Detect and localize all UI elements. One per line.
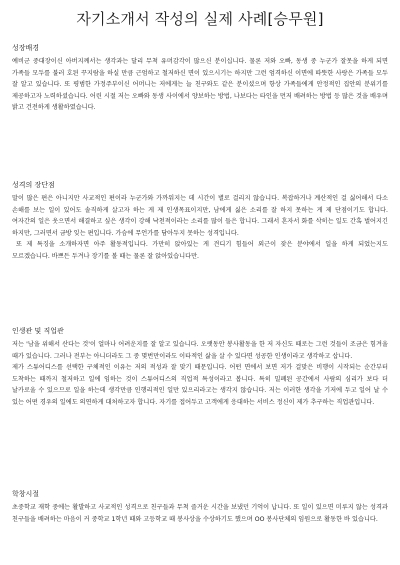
- section-life-and-career-view: [12, 326, 388, 409]
- document-title: 자기소개서 작성의 실제 사례[승무원]: [76, 10, 324, 28]
- section-heading: 성격의 장단점: [12, 181, 55, 189]
- section-heading: 인생관 및 직업관: [12, 327, 64, 335]
- section-paragraph: 말이 많은 편은 아니지만 사교적인 편이라 누군가와 가까워지는 데 시간이 별로 걸리지 않습니다. 복잡하거나 계산적인 걸 싫어해서 다소 손해를 보는 일이 있어도 솔직하게 살고자 하는 게 제 인생목표이지만, 남에게 싫은 소리를 잘 하지 못하는 게 제 단점이기도 합니다. 여자간의 일은 웃으면서 해결하고 싶은 생각이 강해 낙천적이라는 소리를 많이 들은 합니다. 그래서 혼자서 화를 삭히는 일도 간혹 벌어지긴 하지만, 그러면서 금방 잊는 편입니다. 가슴에 무언가를 담아두지 못하는 성격입니다.: [12, 195, 388, 237]
- section-paragraph: 또 제 특징을 소개하자면 아주 활동적입니다. 가만히 앉아있는 게 견디기 힘들어 외근이 잦은 분야에서 일을 하게 되었는지도 모르겠습니다. 바쁘든 두겨나 장기를 볼 때는 물론 잘 앉아있습니다만.: [12, 241, 388, 260]
- section-paragraph: 초중학교 재학 중에는 활발하고 사교적인 성격으로 친구들과 무척 즐거운 시간을 보냈던 기억이 납니다. 또 일이 있으면 미루지 않는 성격과 친구들을 배려하는 마음이 커 중학교 1학년 때와 고등학교 때 봉사상을 수상하기도 했으며 OO 봉사단체의 임원으로 활동한 바 있습니다.: [12, 504, 388, 523]
- section-school-days: [12, 489, 388, 525]
- section-paragraph: 제가 스튜어디스를 선택한 구체적인 이유는 저의 적성과 잘 맞기 때문입니다. 어떤 면에서 보면 저가 걸맞은 비행이 시작되는 순간부터 도착하는 때까지 철저하고 일에 임하는 것이 스튜어디스의 직업적 특성이라고 봅니다. 특히 밀폐된 공간에서 사람의 심리가 보다 더 날카로울 수 있으므로 일을 하는데 생각만큼 인행리적인 일만 있으리라고는 생각지 않습니다. 저는 이러한 생각을 기저에 두고 일어 날 수 있는 어떤 경우의 일에도 의연하게 대처하고자 합니다. 자기를 접어두고 고객에게 응대하는 서비스 정신이 제가 추구하는 직업관입니다.: [12, 364, 388, 406]
- section-paragraph: 저는 '남을 위해서 산다는 것'이 얼마나 어려운지를 잘 알고 있습니다. 오랫동안 봉사활동을 한 저 자신도 때로는 그런 것들이 조금은 힘겨울 때가 있습니다. 그러나 전부는 아니더라도 그 중 몇번만이라도 이타적인 삶을 살 수 있다면 성공한 인생이라고 생각하고 삽니다.: [12, 341, 388, 360]
- section-heading: 학창시절: [12, 490, 40, 498]
- section-growth-background: [12, 43, 388, 114]
- section-heading: 성장배경: [12, 44, 40, 52]
- section-personality: [12, 180, 388, 263]
- section-paragraph: 예비군 중대장이신 아버지께서는 생각과는 달리 무척 유머감각이 많으신 분이십니다. 물론 저와 오빠, 동생 중 누군가 잘못을 하게 되면 가족들 모두를 불러 호된 꾸지람을 하실 만큼 근엄하고 철저하신 면이 있으시기는 하지만 그런 엄격하신 이면에 따뜻한 사랑은 가족들 모두 잘 알고 있습니다. 또 평범한 가정주부이신 어머니는 저에게는 늘 친구와도 같은 분이셨으며 항상 가족들에게 안정적인 집안의 분위기를 제공하고자 노력하셨습니다. 어린 시절 저는 오빠와 동생 사이에서 양보하는 방법, 나보다는 타인을 먼저 배려하는 방법 등 많은 것을 배우며 밝고 건전하게 생활하였습니다.: [12, 58, 388, 112]
